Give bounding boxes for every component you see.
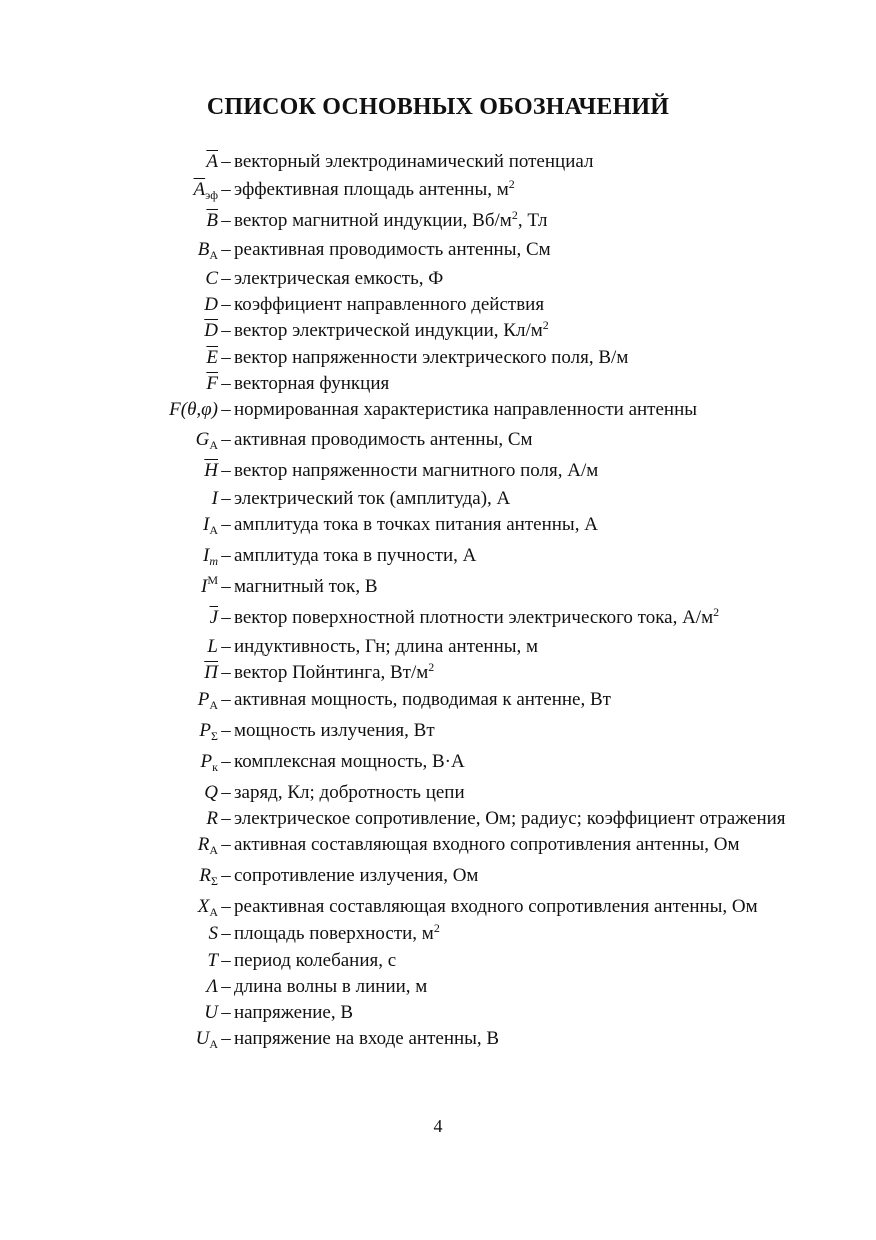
symbol-subscript: А (209, 905, 218, 919)
description-text: реактивная составляющая входного сопротивления антенны, Ом (234, 896, 758, 917)
symbol-subscript: m (209, 554, 218, 568)
description-text: индуктивность, Гн; длина антенны, м (234, 636, 539, 657)
notation-list (140, 150, 800, 1056)
notation-symbol (140, 428, 218, 453)
description-text: активная мощность, подводимая к антенне, Вт (234, 689, 611, 710)
notation-item (140, 267, 800, 291)
symbol-base: $\overline{F}$ (206, 373, 218, 394)
symbol-base: U (195, 1028, 210, 1049)
notation-description (234, 949, 800, 973)
notation-symbol (140, 750, 218, 775)
notation-description (234, 1027, 800, 1051)
symbol-base: I (211, 488, 218, 509)
notation-symbol (140, 661, 218, 685)
notation-symbol (140, 975, 218, 999)
symbol-base: $\overline{E}$ (206, 347, 218, 368)
description-text: электрическое сопротивление, Ом; радиус; коэффициент отражения (234, 808, 786, 829)
symbol-base: R (197, 834, 210, 855)
symbol-base: $\overline{\Pi}$ (204, 662, 218, 683)
dash-separator: – (221, 268, 231, 289)
description-tail: , Тл (517, 210, 548, 231)
notation-symbol (140, 544, 218, 569)
description-text: площадь поверхности, м (234, 923, 434, 944)
description-text: амплитуда тока в пучности, А (234, 545, 477, 566)
description-text: вектор электрической индукции, Кл/м (234, 320, 543, 341)
notation-description (234, 428, 800, 452)
notation-symbol (140, 398, 218, 422)
description-text: вектор Пойнтинга, Вт/м (234, 662, 429, 683)
symbol-subscript: Σ (211, 729, 218, 743)
dash-separator: – (221, 545, 231, 566)
dash-separator: – (221, 399, 231, 420)
dash-separator: – (221, 576, 231, 597)
symbol-base: X (197, 896, 210, 917)
description-text: эффективная площадь антенны, м (234, 179, 509, 200)
notation-symbol (140, 833, 218, 858)
dash-separator: – (221, 636, 231, 657)
notation-item (140, 428, 800, 453)
notation-description (234, 635, 800, 659)
notation-description (234, 346, 800, 370)
page-title: СПИСОК ОСНОВНЫХ ОБОЗНАЧЕНИЙ (206, 94, 670, 120)
symbol-subscript: эф (205, 188, 218, 202)
unit-superscript: 2 (508, 177, 515, 191)
dash-separator: – (221, 373, 231, 394)
notation-item (140, 635, 800, 659)
notation-description (234, 750, 800, 774)
notation-symbol (140, 513, 218, 538)
notation-description (234, 922, 800, 947)
description-text: напряжение на входе антенны, В (234, 1028, 500, 1049)
description-text: напряжение, В (234, 1002, 354, 1023)
notation-symbol (140, 807, 218, 831)
symbol-subscript: к (212, 760, 218, 774)
notation-item (140, 209, 800, 234)
notation-description (234, 513, 800, 537)
notation-symbol (140, 895, 218, 920)
notation-item (140, 372, 800, 396)
dash-separator: – (221, 151, 231, 172)
notation-description (234, 150, 800, 174)
notation-symbol (140, 1001, 218, 1025)
description-text: вектор напряженности магнитного поля, А/м (234, 460, 599, 481)
symbol-base: Λ (206, 976, 218, 997)
notation-item (140, 319, 800, 344)
notation-item (140, 661, 800, 686)
notation-item (140, 781, 800, 805)
description-text: нормированная характеристика направленности антенны (234, 399, 698, 420)
symbol-base: $\overline{B}$ (206, 210, 218, 231)
description-text: электрическая емкость, Ф (234, 268, 444, 289)
symbol-base: $\overline{H}$ (204, 460, 218, 481)
dash-separator: – (221, 514, 231, 535)
description-text: реактивная проводимость антенны, См (234, 239, 551, 260)
dash-separator: – (221, 896, 231, 917)
description-text: сопротивление излучения, Ом (234, 865, 479, 886)
symbol-subscript: Σ (211, 874, 218, 888)
description-text: активная проводимость антенны, См (234, 429, 533, 450)
notation-description (234, 209, 800, 234)
notation-description (234, 544, 800, 568)
symbol-base: F(θ,φ) (169, 399, 218, 420)
notation-item (140, 150, 800, 174)
notation-item (140, 864, 800, 889)
notation-description (234, 372, 800, 396)
notation-description (234, 575, 800, 599)
description-text: активная составляющая входного сопротивления антенны, Ом (234, 834, 740, 855)
notation-description (234, 459, 800, 483)
dash-separator: – (221, 923, 231, 944)
unit-superscript: 2 (511, 208, 518, 222)
dash-separator: – (221, 210, 231, 231)
notation-description (234, 975, 800, 999)
symbol-superscript: М (207, 573, 218, 587)
dash-separator: – (221, 460, 231, 481)
description-text: вектор магнитной индукции, Вб/м (234, 210, 512, 231)
dash-separator: – (221, 347, 231, 368)
symbol-base: D (204, 294, 218, 315)
unit-superscript: 2 (433, 921, 440, 935)
notation-item (140, 833, 800, 858)
dash-separator: – (221, 488, 231, 509)
symbol-base: $\overline{A}$ (193, 179, 206, 200)
notation-symbol (140, 575, 218, 600)
notation-item (140, 575, 800, 600)
notation-item (140, 719, 800, 744)
symbol-subscript: А (209, 698, 218, 712)
notation-description (234, 487, 800, 511)
symbol-base: S (208, 923, 218, 944)
notation-item (140, 807, 800, 831)
description-text: комплексная мощность, В·А (234, 751, 465, 772)
dash-separator: – (221, 294, 231, 315)
notation-description (234, 606, 800, 631)
symbol-base: I (203, 514, 210, 535)
symbol-base: C (205, 268, 218, 289)
notation-item (140, 544, 800, 569)
notation-item (140, 513, 800, 538)
notation-symbol (140, 346, 218, 370)
dash-separator: – (221, 429, 231, 450)
symbol-base: P (199, 720, 212, 741)
notation-symbol (140, 267, 218, 291)
notation-description (234, 293, 800, 317)
symbol-base: G (195, 429, 210, 450)
dash-separator: – (221, 689, 231, 710)
symbol-base: T (207, 950, 218, 971)
dash-separator: – (221, 607, 231, 628)
dash-separator: – (221, 751, 231, 772)
notation-symbol (140, 487, 218, 511)
notation-symbol (140, 922, 218, 946)
notation-item (140, 606, 800, 631)
symbol-base: $\overline{D}$ (204, 320, 218, 341)
dash-separator: – (221, 976, 231, 997)
symbol-base: L (207, 636, 218, 657)
description-text: коэффициент направленного действия (234, 294, 545, 315)
dash-separator: – (221, 808, 231, 829)
notation-symbol (140, 1027, 218, 1052)
dash-separator: – (221, 1028, 231, 1049)
notation-description (234, 1001, 800, 1025)
notation-item (140, 949, 800, 973)
notation-symbol (140, 781, 218, 805)
notation-symbol (140, 238, 218, 263)
notation-item (140, 346, 800, 370)
dash-separator: – (221, 320, 231, 341)
notation-symbol (140, 319, 218, 343)
unit-superscript: 2 (713, 605, 720, 619)
symbol-base: I (201, 576, 208, 597)
notation-symbol (140, 293, 218, 317)
notation-symbol (140, 372, 218, 396)
notation-description (234, 267, 800, 291)
symbol-base: $\overline{A}$ (206, 151, 218, 172)
symbol-base: P (197, 689, 210, 710)
notation-item (140, 178, 800, 203)
notation-item (140, 688, 800, 713)
description-text: векторный электродинамический потенциал (234, 151, 594, 172)
symbol-base: Q (204, 782, 218, 803)
notation-description (234, 895, 800, 919)
description-text: длина волны в линии, м (234, 976, 428, 997)
symbol-base: U (204, 1002, 218, 1023)
symbol-subscript: А (209, 438, 218, 452)
symbol-base: R (206, 808, 218, 829)
notation-description (234, 781, 800, 805)
symbol-subscript: А (209, 523, 218, 537)
notation-item (140, 398, 800, 422)
description-text: магнитный ток, В (234, 576, 378, 597)
notation-description (234, 238, 800, 262)
notation-item (140, 487, 800, 511)
dash-separator: – (221, 950, 231, 971)
dash-separator: – (221, 1002, 231, 1023)
notation-item (140, 895, 800, 920)
symbol-subscript: А (209, 1037, 218, 1051)
symbol-base: $\overline{J}$ (209, 607, 218, 628)
notation-item (140, 1027, 800, 1052)
notation-item (140, 750, 800, 775)
description-text: вектор поверхностной плотности электрического тока, А/м (234, 607, 714, 628)
notation-description (234, 178, 800, 203)
notation-description (234, 833, 800, 857)
notation-item (140, 459, 800, 483)
notation-symbol (140, 209, 218, 233)
notation-description (234, 807, 800, 831)
notation-symbol (140, 459, 218, 483)
dash-separator: – (221, 782, 231, 803)
dash-separator: – (221, 179, 231, 200)
notation-symbol (140, 150, 218, 174)
notation-symbol (140, 635, 218, 659)
description-text: амплитуда тока в точках питания антенны, А (234, 514, 598, 535)
dash-separator: – (221, 865, 231, 886)
notation-symbol (140, 949, 218, 973)
notation-description (234, 661, 800, 686)
symbol-base: P (200, 751, 213, 772)
dash-separator: – (221, 720, 231, 741)
notation-symbol (140, 606, 218, 630)
page-number: 4 (433, 1116, 443, 1136)
description-text: вектор напряженности электрического поля, В/м (234, 347, 629, 368)
notation-description (234, 688, 800, 712)
notation-item (140, 293, 800, 317)
unit-superscript: 2 (428, 660, 435, 674)
notation-description (234, 319, 800, 344)
notation-item (140, 238, 800, 263)
description-text: мощность излучения, Вт (234, 720, 435, 741)
notation-description (234, 864, 800, 888)
notation-description (234, 719, 800, 743)
notation-symbol (140, 719, 218, 744)
description-text: заряд, Кл; добротность цепи (234, 782, 465, 803)
notation-symbol (140, 688, 218, 713)
symbol-base: I (203, 545, 210, 566)
notation-item (140, 1001, 800, 1025)
description-text: электрический ток (амплитуда), А (234, 488, 511, 509)
description-text: период колебания, с (234, 950, 397, 971)
unit-superscript: 2 (542, 318, 549, 332)
notation-description (234, 398, 800, 422)
symbol-base: R (199, 865, 212, 886)
dash-separator: – (221, 834, 231, 855)
notation-symbol (140, 864, 218, 889)
notation-symbol (140, 178, 218, 203)
dash-separator: – (221, 239, 231, 260)
notation-item (140, 922, 800, 947)
dash-separator: – (221, 662, 231, 683)
symbol-subscript: А (209, 843, 218, 857)
description-text: векторная функция (234, 373, 390, 394)
symbol-base: B (197, 239, 210, 260)
symbol-subscript: А (209, 248, 218, 262)
notation-item (140, 975, 800, 999)
